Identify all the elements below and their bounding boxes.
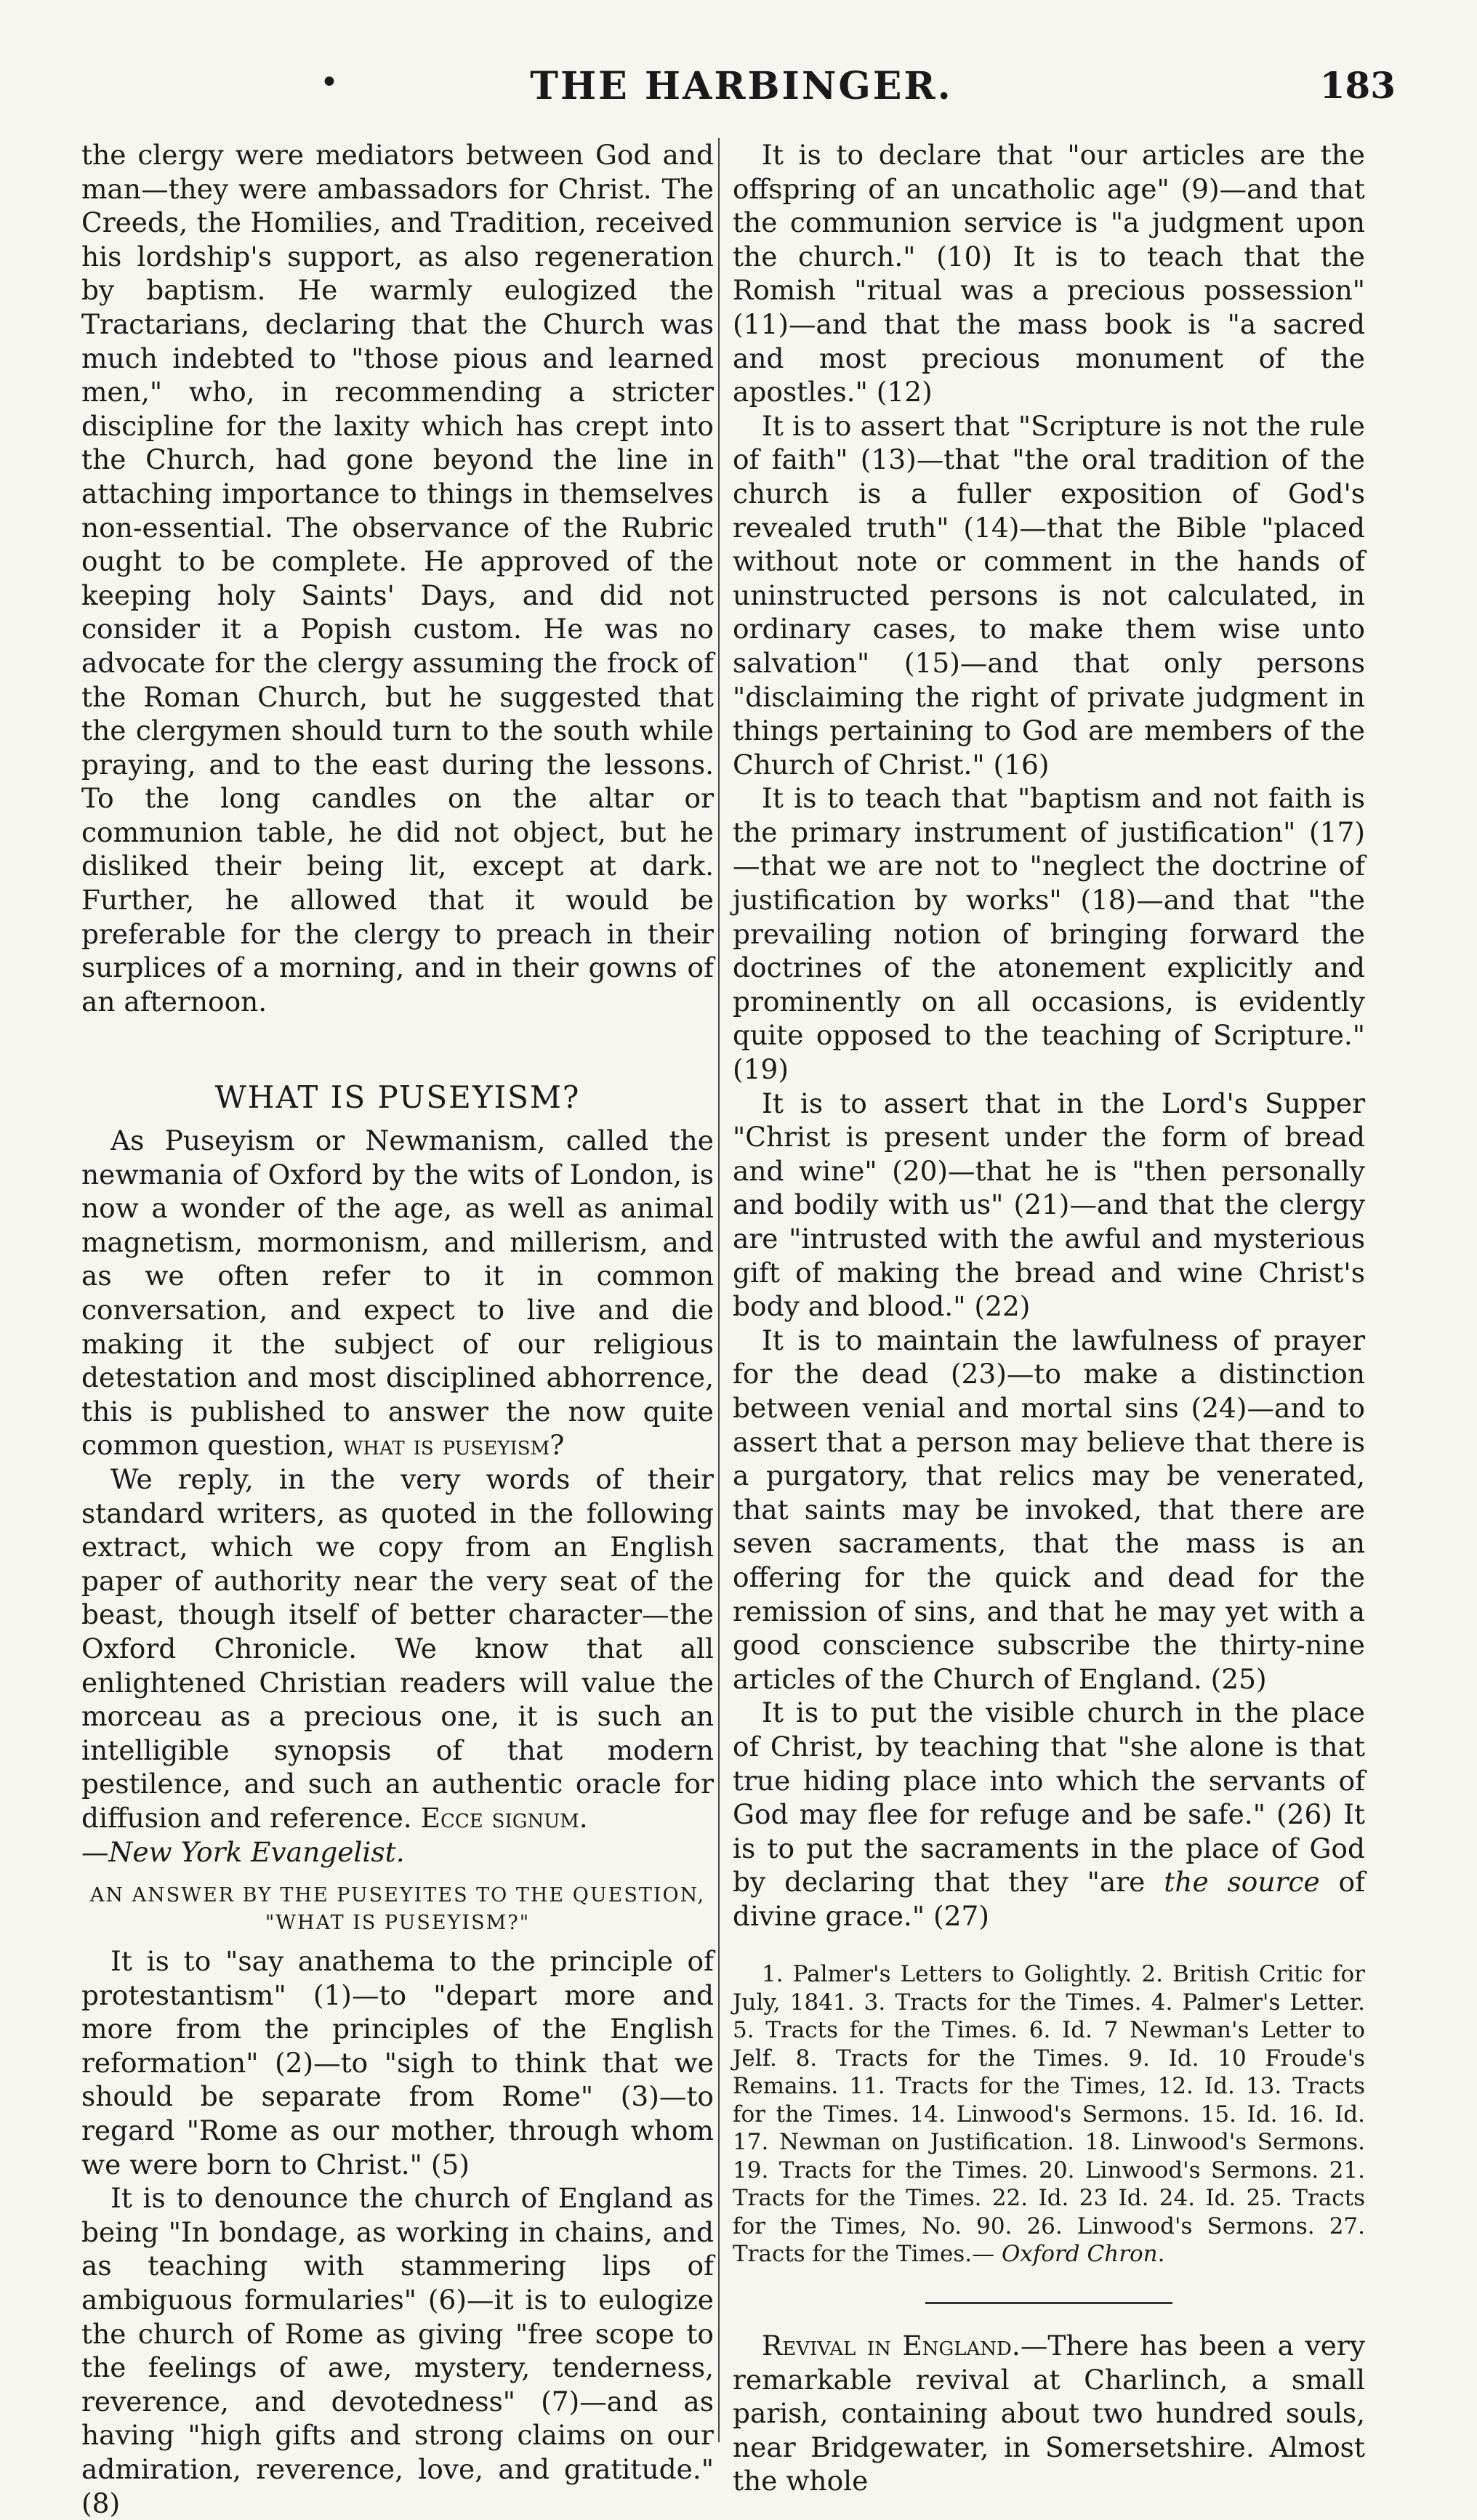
running-head: [87, 64, 1396, 108]
ornament-dot: •: [320, 64, 339, 101]
publication-title: THE HARBINGER.: [530, 64, 953, 108]
page-number: 183: [1319, 64, 1396, 107]
intro-p2-source: —New York Evangelist.: [81, 1835, 405, 1868]
footnotes: [733, 1960, 1365, 2269]
continued-paragraph: the clergy were mediators between God and man—they were ambassadors for Christ. The Creeds, the Homilies, and Tradition, received his lordship's support, as also regeneration by baptism. He warmly eulogized the Tractarians, declaring that the Church was much indebted to "those pious and learned men," who, in recommending a stricter discipline for the laxity which has crept into the Church, had gone beyond the line in attaching importance to things in themselves non-essential. The observance of the Rubric ought to be complete. He approved of the keeping holy Saints' Days, and did not consider it a Popish custom. He was no advocate for the clergy assuming the frock of the Roman Church, but he suggested that the clergymen should turn to the south while praying, and to the east during the lessons. To the long candles on the altar or communion table, he did not object, but he disliked their being lit, except at dark. Further, he allowed that it would be preferable for the clergy to preach in their surplices of a morning, and in their gowns of an afternoon.: [81, 139, 714, 1018]
answer-paragraph-5: It is to teach that "baptism and not faith is the primary instrument of justification" (17)—that we are not to "neglect the doctrine of justification by works" (18)—and that "the prevailing notion of bringing forward the doctrines of the atonement explicitly and prominently on all occasions, is evidently quite opposed to the teaching of Scripture." (19): [733, 782, 1365, 1086]
left-column: [81, 138, 714, 2520]
answer-paragraph-3: It is to declare that "our articles are the offspring of an uncatholic age" (9)—and that the communion service is "a judgment upon the church." (10) It is to teach that the Romish "ritual was a precious possession" (11)—and that the mass book is "a sacred and most precious monument of the apostles." (12): [733, 139, 1365, 408]
intro-p1-smallcaps: what is puseyism: [343, 1429, 550, 1462]
answer-paragraph-1: It is to "say anathema to the principle of protestantism" (1)—to "depart more and more from the principles of the English reformation" (2)—to "sigh to think that we should be separate from Rome" (3)—to regard "Rome as our mother, through whom we were born to Christ." (5): [81, 1945, 714, 2181]
footnote-list: [733, 1960, 1365, 2269]
intro-p2-text: We reply, in the very words of their standard writers, as quoted in the following extract, which we copy from an English paper of authority near the very seat of the beast, though itself of better character—the Oxford Chronicle. We know that all enlightened Christian readers will value the morceau as a precious one, it is such an intelligible synopsis of that modern pestilence, and such an authentic oracle for diffusion and reference.: [81, 1462, 714, 1834]
intro-p1-end: ?: [550, 1429, 565, 1462]
answer-paragraph-8: [733, 1696, 1365, 1933]
intro-paragraph-2: [81, 1462, 714, 1869]
answer-subheading: AN ANSWER BY THE PUSEYITES TO THE QUESTION, "WHAT IS PUSEYISM?": [89, 1884, 706, 1935]
revival-paragraph: [733, 2329, 1365, 2498]
revival-heading: Revival in England.: [762, 2329, 1021, 2362]
revival-text: —There has been a very remarkable revival at Charlinch, a small parish, containing about two hundred souls, near Bridgewater, in Somersetshire. Almost the whole: [733, 2329, 1365, 2497]
p8-text-a: It is to put the visible church in the place of Christ, by teaching that "she alone is that true hiding place into which the servants of God may flee for refuge and be safe." (26) It is to put the sacraments in the place of God by declaring that they "are: [733, 1696, 1365, 1899]
p8-emphasis: the source: [1164, 1866, 1320, 1899]
intro-p2-smallcaps: Ecce signum.: [420, 1801, 588, 1834]
answer-paragraph-6: It is to assert that in the Lord's Supper "Christ is present under the form of bread and wine" (20)—that he is "then personally and bodily with us" (21)—and that the clergy are "intrusted with the awful and mysterious gift of making the bread and wine Christ's body and blood." (22): [733, 1087, 1365, 1323]
answer-paragraph-2: It is to denounce the church of England as being "In bondage, as working in chains, and as teaching with stammering lips of ambiguous formularies" (6)—it is to eulogize the church of Rome as giving "free scope to the feelings of awe, mystery, tenderness, reverence, and devotedness" (7)—and as having "high gifts and strong claims on our admiration, reverence, love, and gratitude." (8): [81, 2182, 714, 2519]
article-heading: WHAT IS PUSEYISM?: [214, 1079, 581, 1116]
column-divider: [718, 138, 720, 2442]
right-column: [733, 138, 1365, 2498]
footnote-source: Oxford Chron.: [1001, 2241, 1165, 2268]
footnote-text: 1. Palmer's Letters to Golightly. 2. British Critic for July, 1841. 3. Tracts for the Times. 4. Palmer's Letter. 5. Tracts for the Times. 6. Id. 7 Newman's Letter to Jelf. 8. Tracts for the Times. 9. Id. 10 Froude's Remains. 11. Tracts for the Times, 12. Id. 13. Tracts for the Times. 14. Linwood's Sermons. 15. Id. 16. Id. 17. Newman on Justification. 18. Linwood's Sermons. 19. Tracts for the Times. 20. Linwood's Sermons. 21. Tracts for the Times. 22. Id. 23 Id. 24. Id. 25. Tracts for the Times, No. 90. 26. Linwood's Sermons. 27. Tracts for the Times.—: [733, 1961, 1365, 2268]
p8-text-b: of divine grace." (27): [733, 1866, 1365, 1932]
answer-paragraph-4: It is to assert that "Scripture is not the rule of faith" (13)—that "the oral tradition of the church is a fuller exposition of God's revealed truth" (14)—that the Bible "placed without note or comment in the hands of uninstructed persons is not calculated, in ordinary cases, to make them wise unto salvation" (15)—and that only persons "disclaiming the right of private judgment in things pertaining to God are members of the Church of Christ." (16): [733, 409, 1365, 781]
intro-paragraph-1: [81, 1124, 714, 1462]
section-rule: [925, 2302, 1172, 2304]
intro-p1-text: As Puseyism or Newmanism, called the newmania of Oxford by the wits of London, is now a wonder of the age, as well as animal magnetism, mormonism, and millerism, and as we often refer to it in common conversation, and expect to live and die making it the subject of our religious detestation and most disciplined abhorrence, this is published to answer the now quite common question,: [81, 1124, 714, 1462]
answer-paragraph-7: It is to maintain the lawfulness of prayer for the dead (23)—to make a distinction between venial and mortal sins (24)—and to assert that a person may believe that there is a purgatory, that relics may be venerated, that saints may be invoked, that there are seven sacraments, that the mass is an offering for the quick and dead for the remission of sins, and that he may yet with a good conscience subscribe the thirty-nine articles of the Church of England. (25): [733, 1324, 1365, 1695]
